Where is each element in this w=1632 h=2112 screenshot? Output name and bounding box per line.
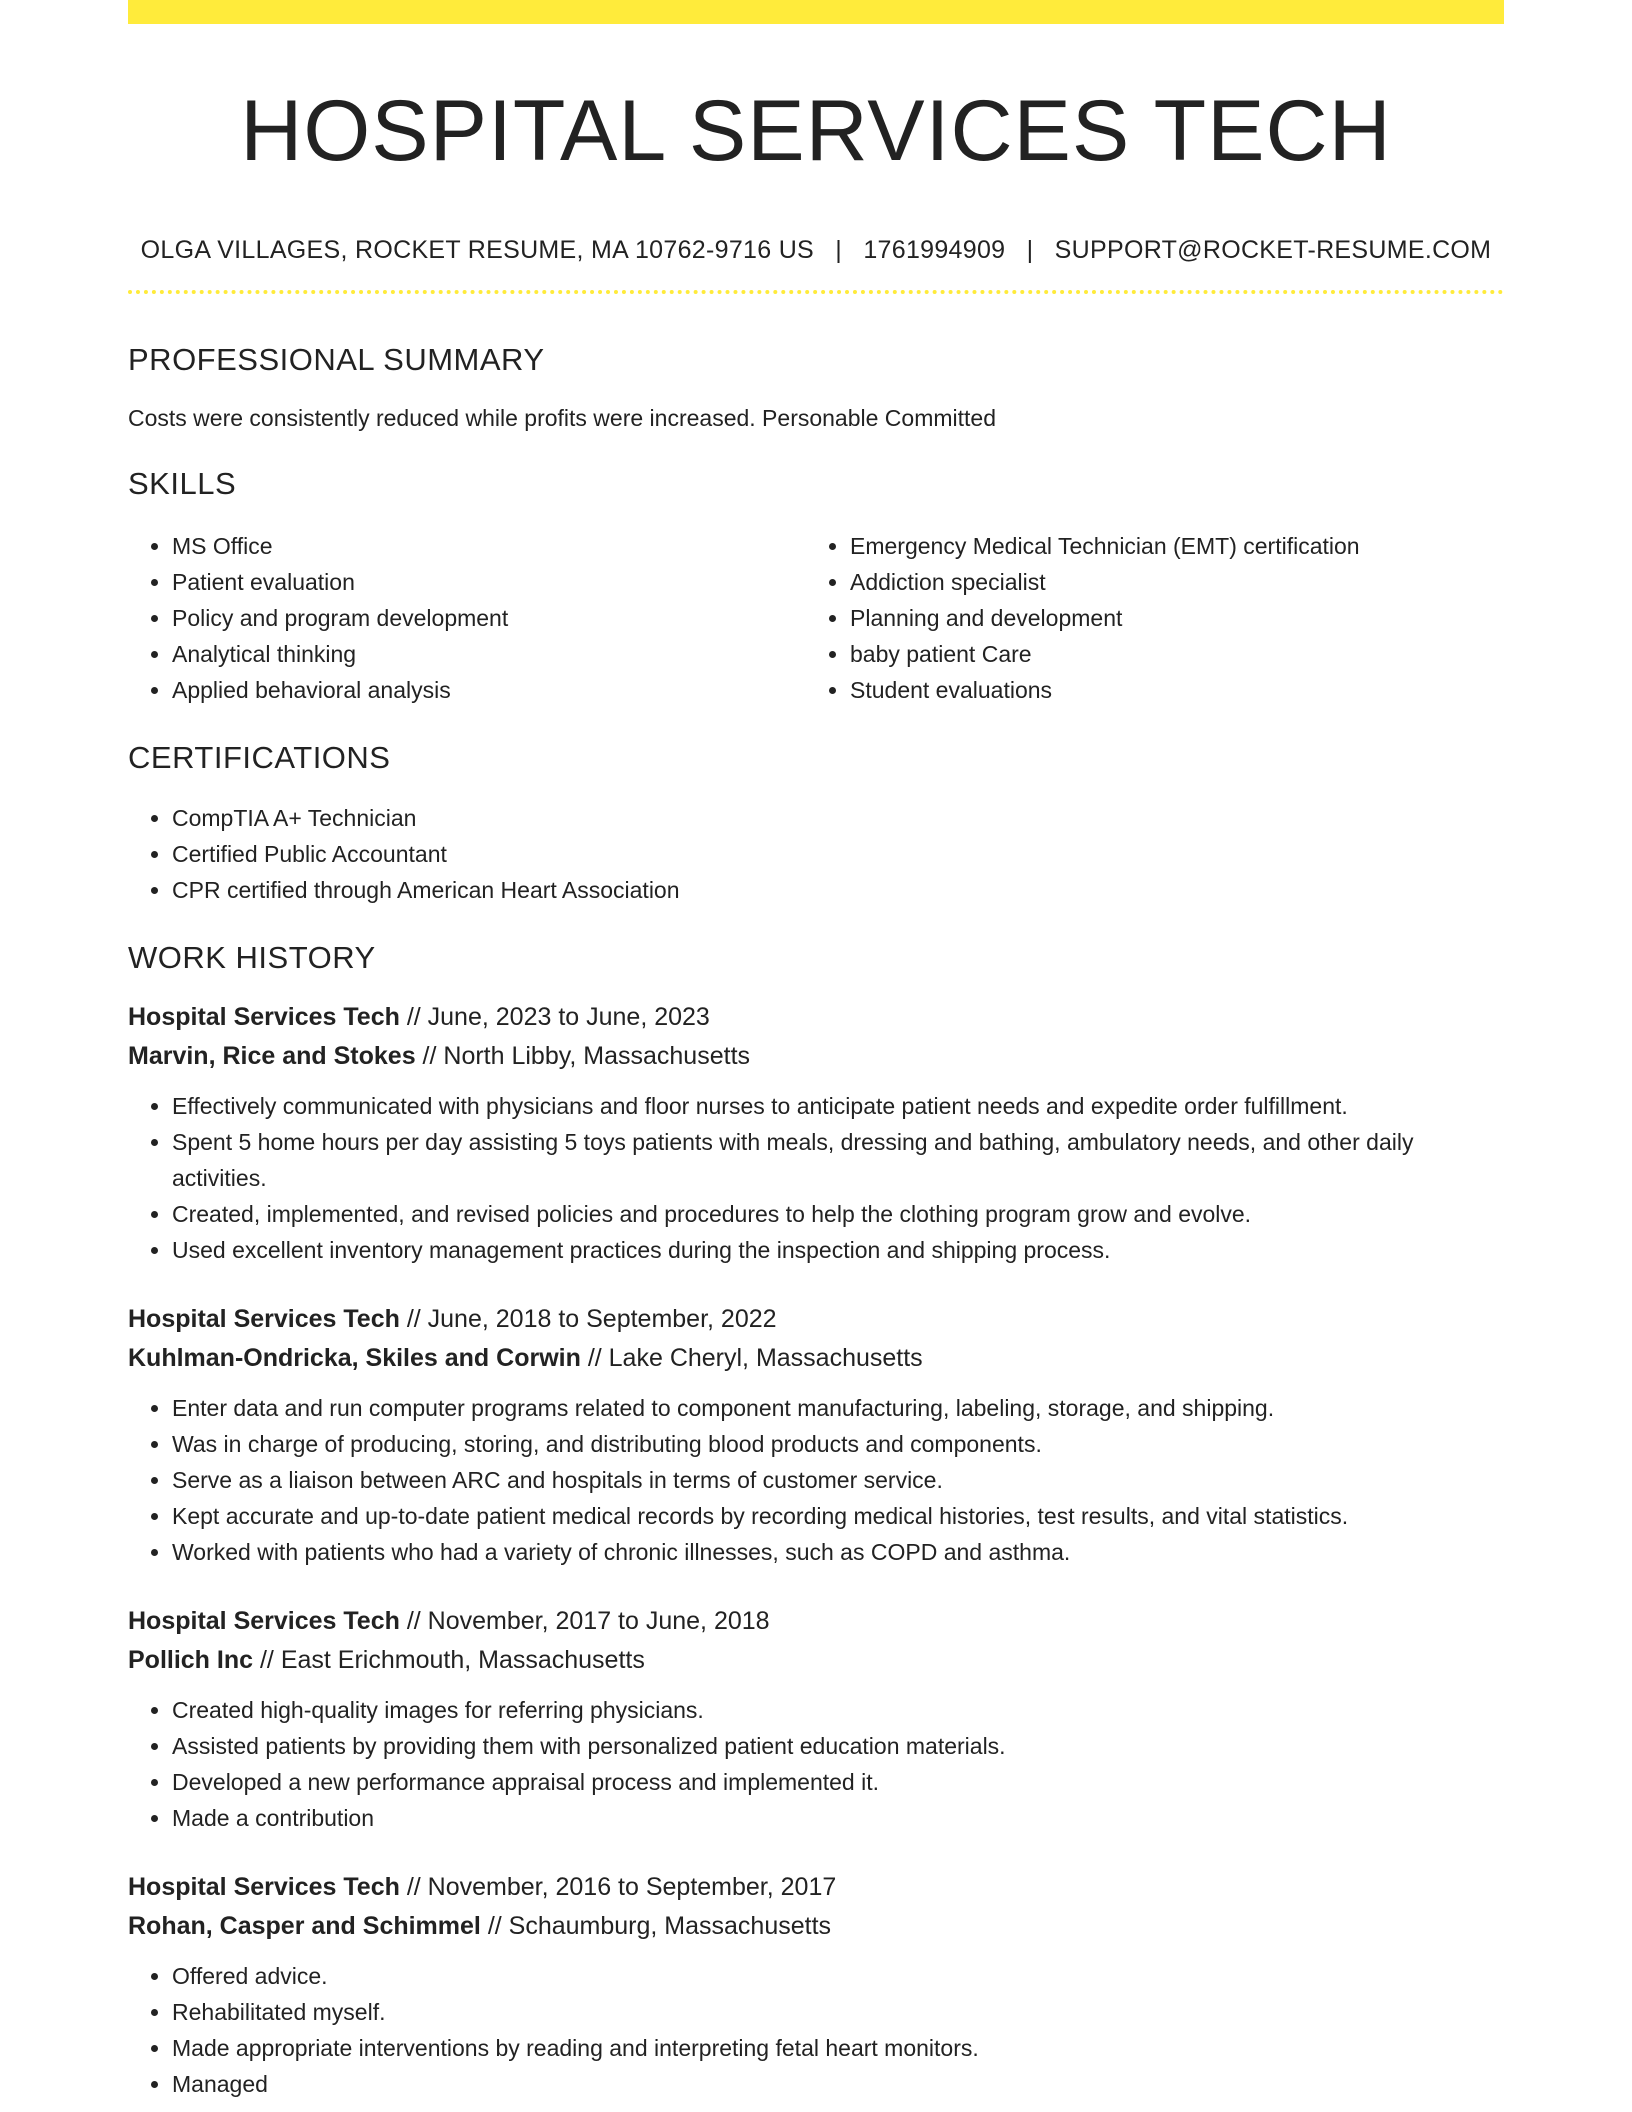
job-title: Hospital Services Tech [128, 1873, 400, 1901]
job-dates: // November, 2016 to September, 2017 [399, 1873, 837, 1901]
job-location: // East Erichmouth, Massachusetts [253, 1646, 645, 1674]
job-bullets [128, 1390, 1504, 1570]
job-dates: // June, 2023 to June, 2023 [399, 1003, 710, 1031]
job-dates: // November, 2017 to June, 2018 [399, 1607, 770, 1635]
job-entry [128, 1602, 1504, 1836]
job-title-line [128, 998, 1504, 1037]
contact-separator: | [835, 236, 843, 264]
job-entry [128, 998, 1504, 1268]
job-bullet: • Spent 5 home hours per day assisting 5 toys patients with meals, dressing and bathing, ambulatory needs, and other daily activities. [172, 1124, 1504, 1196]
job-bullet: • Was in charge of producing, storing, and distributing blood products and components. [172, 1426, 1504, 1462]
skill-item: • Policy and program development [172, 600, 806, 636]
skill-item: • Emergency Medical Technician (EMT) certification [850, 528, 1484, 564]
skills-column-right [806, 528, 1484, 708]
job-bullets [128, 1088, 1504, 1268]
job-employer-line [128, 1339, 1504, 1378]
job-bullet: • Made a contribution [172, 1800, 1504, 1836]
job-employer: Marvin, Rice and Stokes [128, 1042, 416, 1070]
job-employer: Pollich Inc [128, 1646, 254, 1674]
summary-text: Costs were consistently reduced while profits were increased. Personable Committed [128, 405, 997, 431]
skill-item: • Addiction specialist [850, 564, 1484, 600]
skill-item: • Analytical thinking [172, 636, 806, 672]
skill-item: • Planning and development [850, 600, 1484, 636]
job-bullet: • Kept accurate and up-to-date patient medical records by recording medical histories, test results, and vital statistics. [172, 1498, 1504, 1534]
job-location: // Schaumburg, Massachusetts [480, 1912, 832, 1940]
candidate-name: HOSPITAL SERVICES TECH [240, 83, 1392, 179]
skill-item: • Patient evaluation [172, 564, 806, 600]
job-employer-line [128, 1907, 1504, 1946]
job-bullet: • Created high-quality images for referring physicians. [172, 1692, 1504, 1728]
summary-heading: PROFESSIONAL SUMMARY [128, 342, 545, 377]
job-bullets [128, 1958, 1504, 2102]
job-entry [128, 1300, 1504, 1570]
job-entry [128, 1868, 1504, 2102]
contact-separator: | [1026, 236, 1034, 264]
skill-item: • Applied behavioral analysis [172, 672, 806, 708]
job-bullet: • Created, implemented, and revised policies and procedures to help the clothing program grow and evolve. [172, 1196, 1504, 1232]
skills-list [128, 528, 1504, 708]
job-bullet: • Effectively communicated with physicians and floor nurses to anticipate patient needs and expedite order fulfillment. [172, 1088, 1504, 1124]
job-employer-line [128, 1037, 1504, 1076]
certifications-list [128, 800, 1504, 908]
certifications-heading: CERTIFICATIONS [128, 740, 391, 775]
job-location: // Lake Cheryl, Massachusetts [580, 1344, 923, 1372]
contact-line [128, 234, 1504, 266]
job-bullet: • Developed a new performance appraisal process and implemented it. [172, 1764, 1504, 1800]
job-bullet: • Managed [172, 2066, 1504, 2102]
skill-item: • baby patient Care [850, 636, 1484, 672]
skill-item: • Student evaluations [850, 672, 1484, 708]
job-bullet: • Serve as a liaison between ARC and hospitals in terms of customer service. [172, 1462, 1504, 1498]
job-title-line [128, 1868, 1504, 1907]
job-employer: Kuhlman-Ondricka, Skiles and Corwin [128, 1344, 581, 1372]
work-history-heading: WORK HISTORY [128, 940, 376, 975]
job-title: Hospital Services Tech [128, 1305, 400, 1333]
job-bullet: • Assisted patients by providing them with personalized patient education materials. [172, 1728, 1504, 1764]
skill-item: • MS Office [172, 528, 806, 564]
contact-email: SUPPORT@ROCKET-RESUME.COM [1054, 236, 1492, 264]
job-title: Hospital Services Tech [128, 1607, 400, 1635]
skills-heading: SKILLS [128, 466, 237, 501]
job-bullet: • Enter data and run computer programs related to component manufacturing, labeling, storage, and shipping. [172, 1390, 1504, 1426]
job-dates: // June, 2018 to September, 2022 [399, 1305, 777, 1333]
skills-column-left [128, 528, 806, 708]
contact-address: OLGA VILLAGES, ROCKET RESUME, MA 10762-9716 US [140, 236, 815, 264]
dotted-divider [128, 290, 1504, 294]
certification-item: • CompTIA A+ Technician [172, 800, 1504, 836]
contact-phone: 1761994909 [863, 236, 1006, 264]
certification-item: • Certified Public Accountant [172, 836, 1504, 872]
job-title: Hospital Services Tech [128, 1003, 400, 1031]
job-employer: Rohan, Casper and Schimmel [128, 1912, 481, 1940]
job-title-line [128, 1300, 1504, 1339]
job-bullets [128, 1692, 1504, 1836]
job-title-line [128, 1602, 1504, 1641]
job-bullet: • Offered advice. [172, 1958, 1504, 1994]
certification-item: • CPR certified through American Heart Association [172, 872, 1504, 908]
job-bullet: • Worked with patients who had a variety of chronic illnesses, such as COPD and asthma. [172, 1534, 1504, 1570]
job-bullet: • Used excellent inventory management practices during the inspection and shipping process. [172, 1232, 1504, 1268]
job-location: // North Libby, Massachusetts [415, 1042, 751, 1070]
job-bullet: • Made appropriate interventions by reading and interpreting fetal heart monitors. [172, 2030, 1504, 2066]
resume-content [128, 0, 1504, 2102]
job-bullet: • Rehabilitated myself. [172, 1994, 1504, 2030]
job-employer-line [128, 1641, 1504, 1680]
